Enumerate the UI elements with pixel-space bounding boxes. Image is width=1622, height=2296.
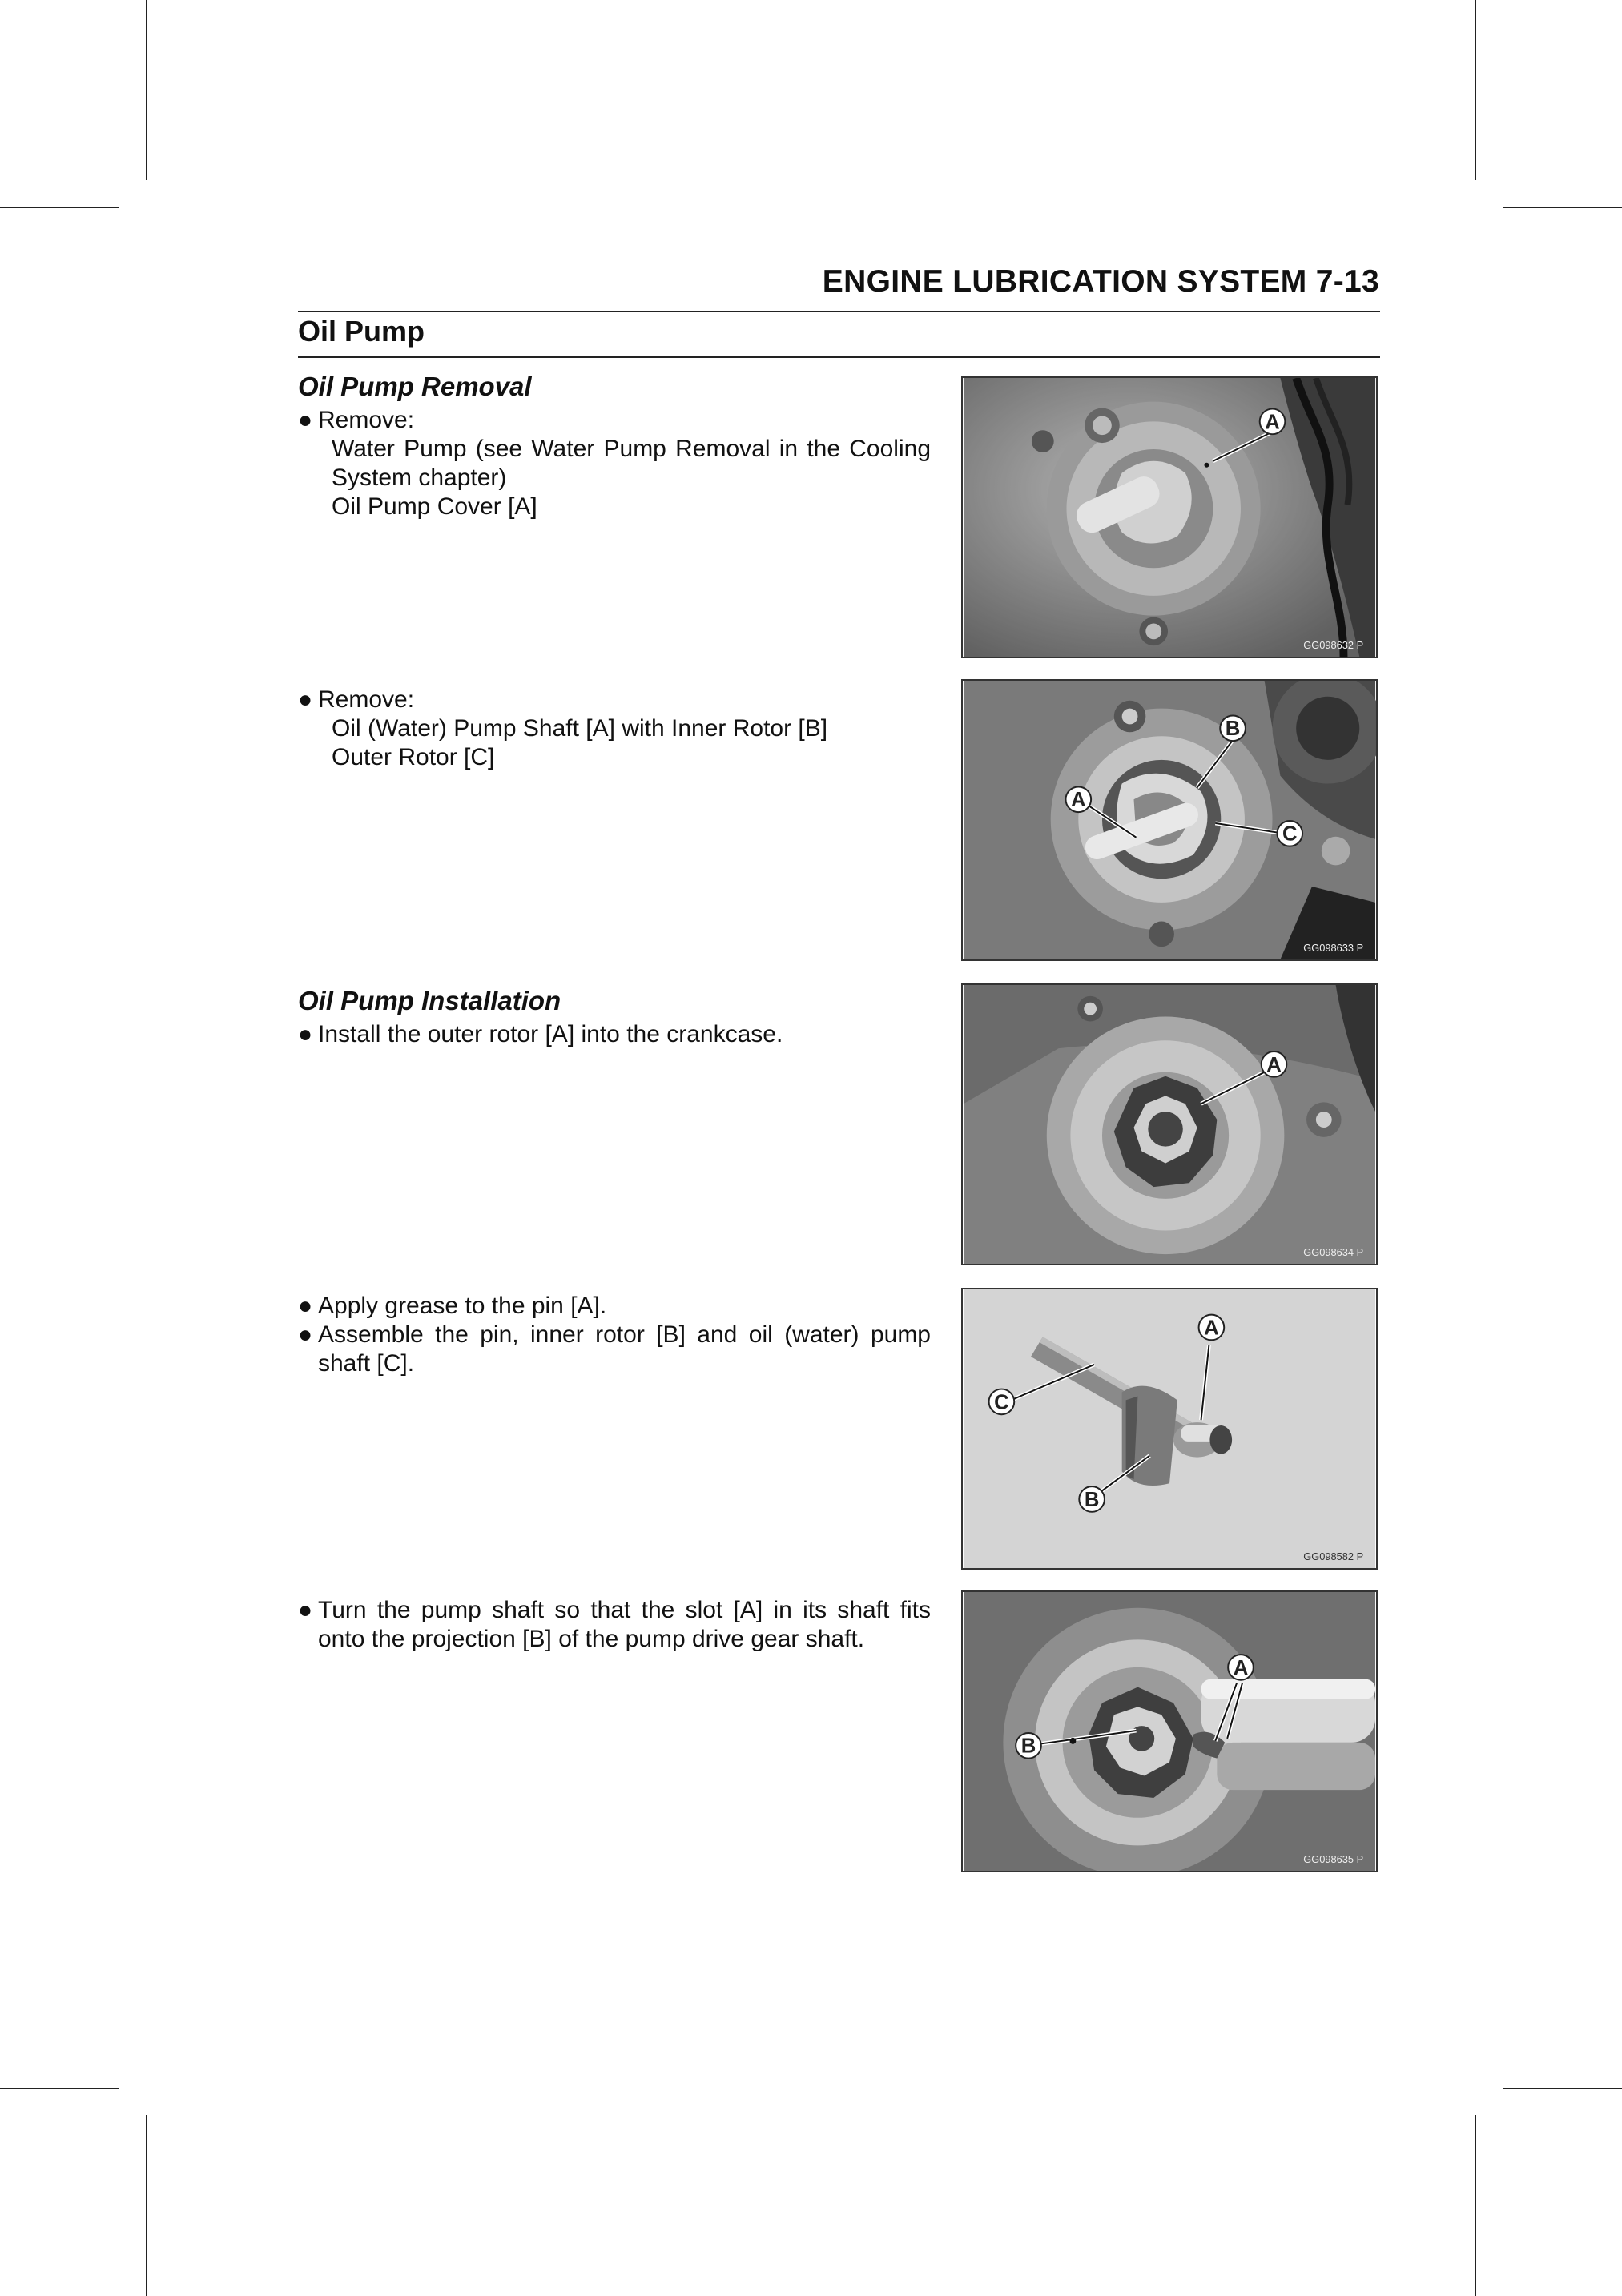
callout-label: B xyxy=(1084,1488,1100,1511)
callout-label: A xyxy=(1233,1656,1249,1679)
photo-oil-pump-cover xyxy=(963,378,1376,657)
bullet-icon: ● xyxy=(298,1597,313,1623)
bullet-item xyxy=(298,686,931,714)
bullet-text: Assemble the pin, inner rotor [B] and oil (water) pump shaft [C]. xyxy=(318,1321,931,1377)
figure-code: GG098632 P xyxy=(1303,639,1364,652)
callout-label: C xyxy=(1282,822,1298,846)
callout-label: A xyxy=(1071,789,1086,812)
bullet-icon: ● xyxy=(298,1021,313,1047)
bullet-icon: ● xyxy=(298,1293,313,1319)
header-rule xyxy=(298,311,1380,312)
crop-mark xyxy=(1503,207,1622,208)
removal-step-2 xyxy=(298,686,931,772)
bullet-text: Apply grease to the pin [A]. xyxy=(318,1293,607,1319)
removal-step-1 xyxy=(298,372,931,521)
callout-label: C xyxy=(994,1391,1009,1414)
installation-step-1 xyxy=(298,987,931,1049)
bullet-item xyxy=(298,406,931,435)
figure-code: GG098635 P xyxy=(1303,1853,1364,1866)
crop-mark xyxy=(0,207,119,208)
photo-outer-rotor xyxy=(963,985,1376,1264)
figure-shaft-assembly xyxy=(961,1288,1378,1570)
page-header-title: ENGINE LUBRICATION SYSTEM 7-13 xyxy=(822,264,1379,299)
crop-mark xyxy=(0,2088,119,2089)
indented-line: Outer Rotor [C] xyxy=(332,744,495,770)
callout-label: A xyxy=(1265,411,1280,434)
bullet-icon: ● xyxy=(298,407,313,433)
bullet-text: Turn the pump shaft so that the slot [A] in its shaft fits onto the projection [B] of the pump drive gear shaft. xyxy=(318,1597,931,1652)
callout-label: B xyxy=(1020,1735,1036,1758)
callout-label: A xyxy=(1266,1053,1282,1076)
photo-shaft-slot-projection xyxy=(963,1592,1376,1871)
photo-pump-shaft-rotors xyxy=(963,681,1376,959)
callout-label: A xyxy=(1204,1317,1219,1340)
removal-heading: Oil Pump Removal xyxy=(298,372,532,401)
bullet-item xyxy=(298,1321,931,1378)
figure-code: GG098634 P xyxy=(1303,1246,1364,1259)
indented-line: Water Pump (see Water Pump Removal in the Cooling System chapter) xyxy=(332,436,931,491)
crop-mark xyxy=(1475,2115,1476,2296)
photo-shaft-assembly xyxy=(963,1289,1376,1568)
crop-mark xyxy=(1475,0,1476,180)
bullet-item xyxy=(298,1596,931,1654)
crop-mark xyxy=(1503,2088,1622,2089)
section-rule xyxy=(298,356,1380,358)
figure-pump-shaft-rotors xyxy=(961,679,1378,961)
figure-code: GG098582 P xyxy=(1303,1550,1364,1563)
figure-oil-pump-cover xyxy=(961,376,1378,658)
installation-heading: Oil Pump Installation xyxy=(298,986,561,1015)
bullet-text: Remove: xyxy=(318,686,415,713)
bullet-text: Install the outer rotor [A] into the crankcase. xyxy=(318,1021,783,1047)
crop-mark xyxy=(146,0,147,180)
bullet-icon: ● xyxy=(298,686,313,713)
section-title: Oil Pump xyxy=(298,315,425,348)
bullet-text: Remove: xyxy=(318,407,415,433)
figure-shaft-slot-projection xyxy=(961,1590,1378,1872)
indented-line: Oil (Water) Pump Shaft [A] with Inner Rotor [B] xyxy=(332,715,828,742)
indented-line: Oil Pump Cover [A] xyxy=(332,493,537,520)
installation-step-4 xyxy=(298,1596,931,1654)
bullet-item xyxy=(298,1292,931,1321)
bullet-icon: ● xyxy=(298,1321,313,1348)
callout-label: B xyxy=(1225,718,1241,741)
bullet-item xyxy=(298,1020,931,1049)
figure-outer-rotor xyxy=(961,983,1378,1265)
crop-mark xyxy=(146,2115,147,2296)
installation-step-2 xyxy=(298,1292,931,1378)
figure-code: GG098633 P xyxy=(1303,942,1364,955)
